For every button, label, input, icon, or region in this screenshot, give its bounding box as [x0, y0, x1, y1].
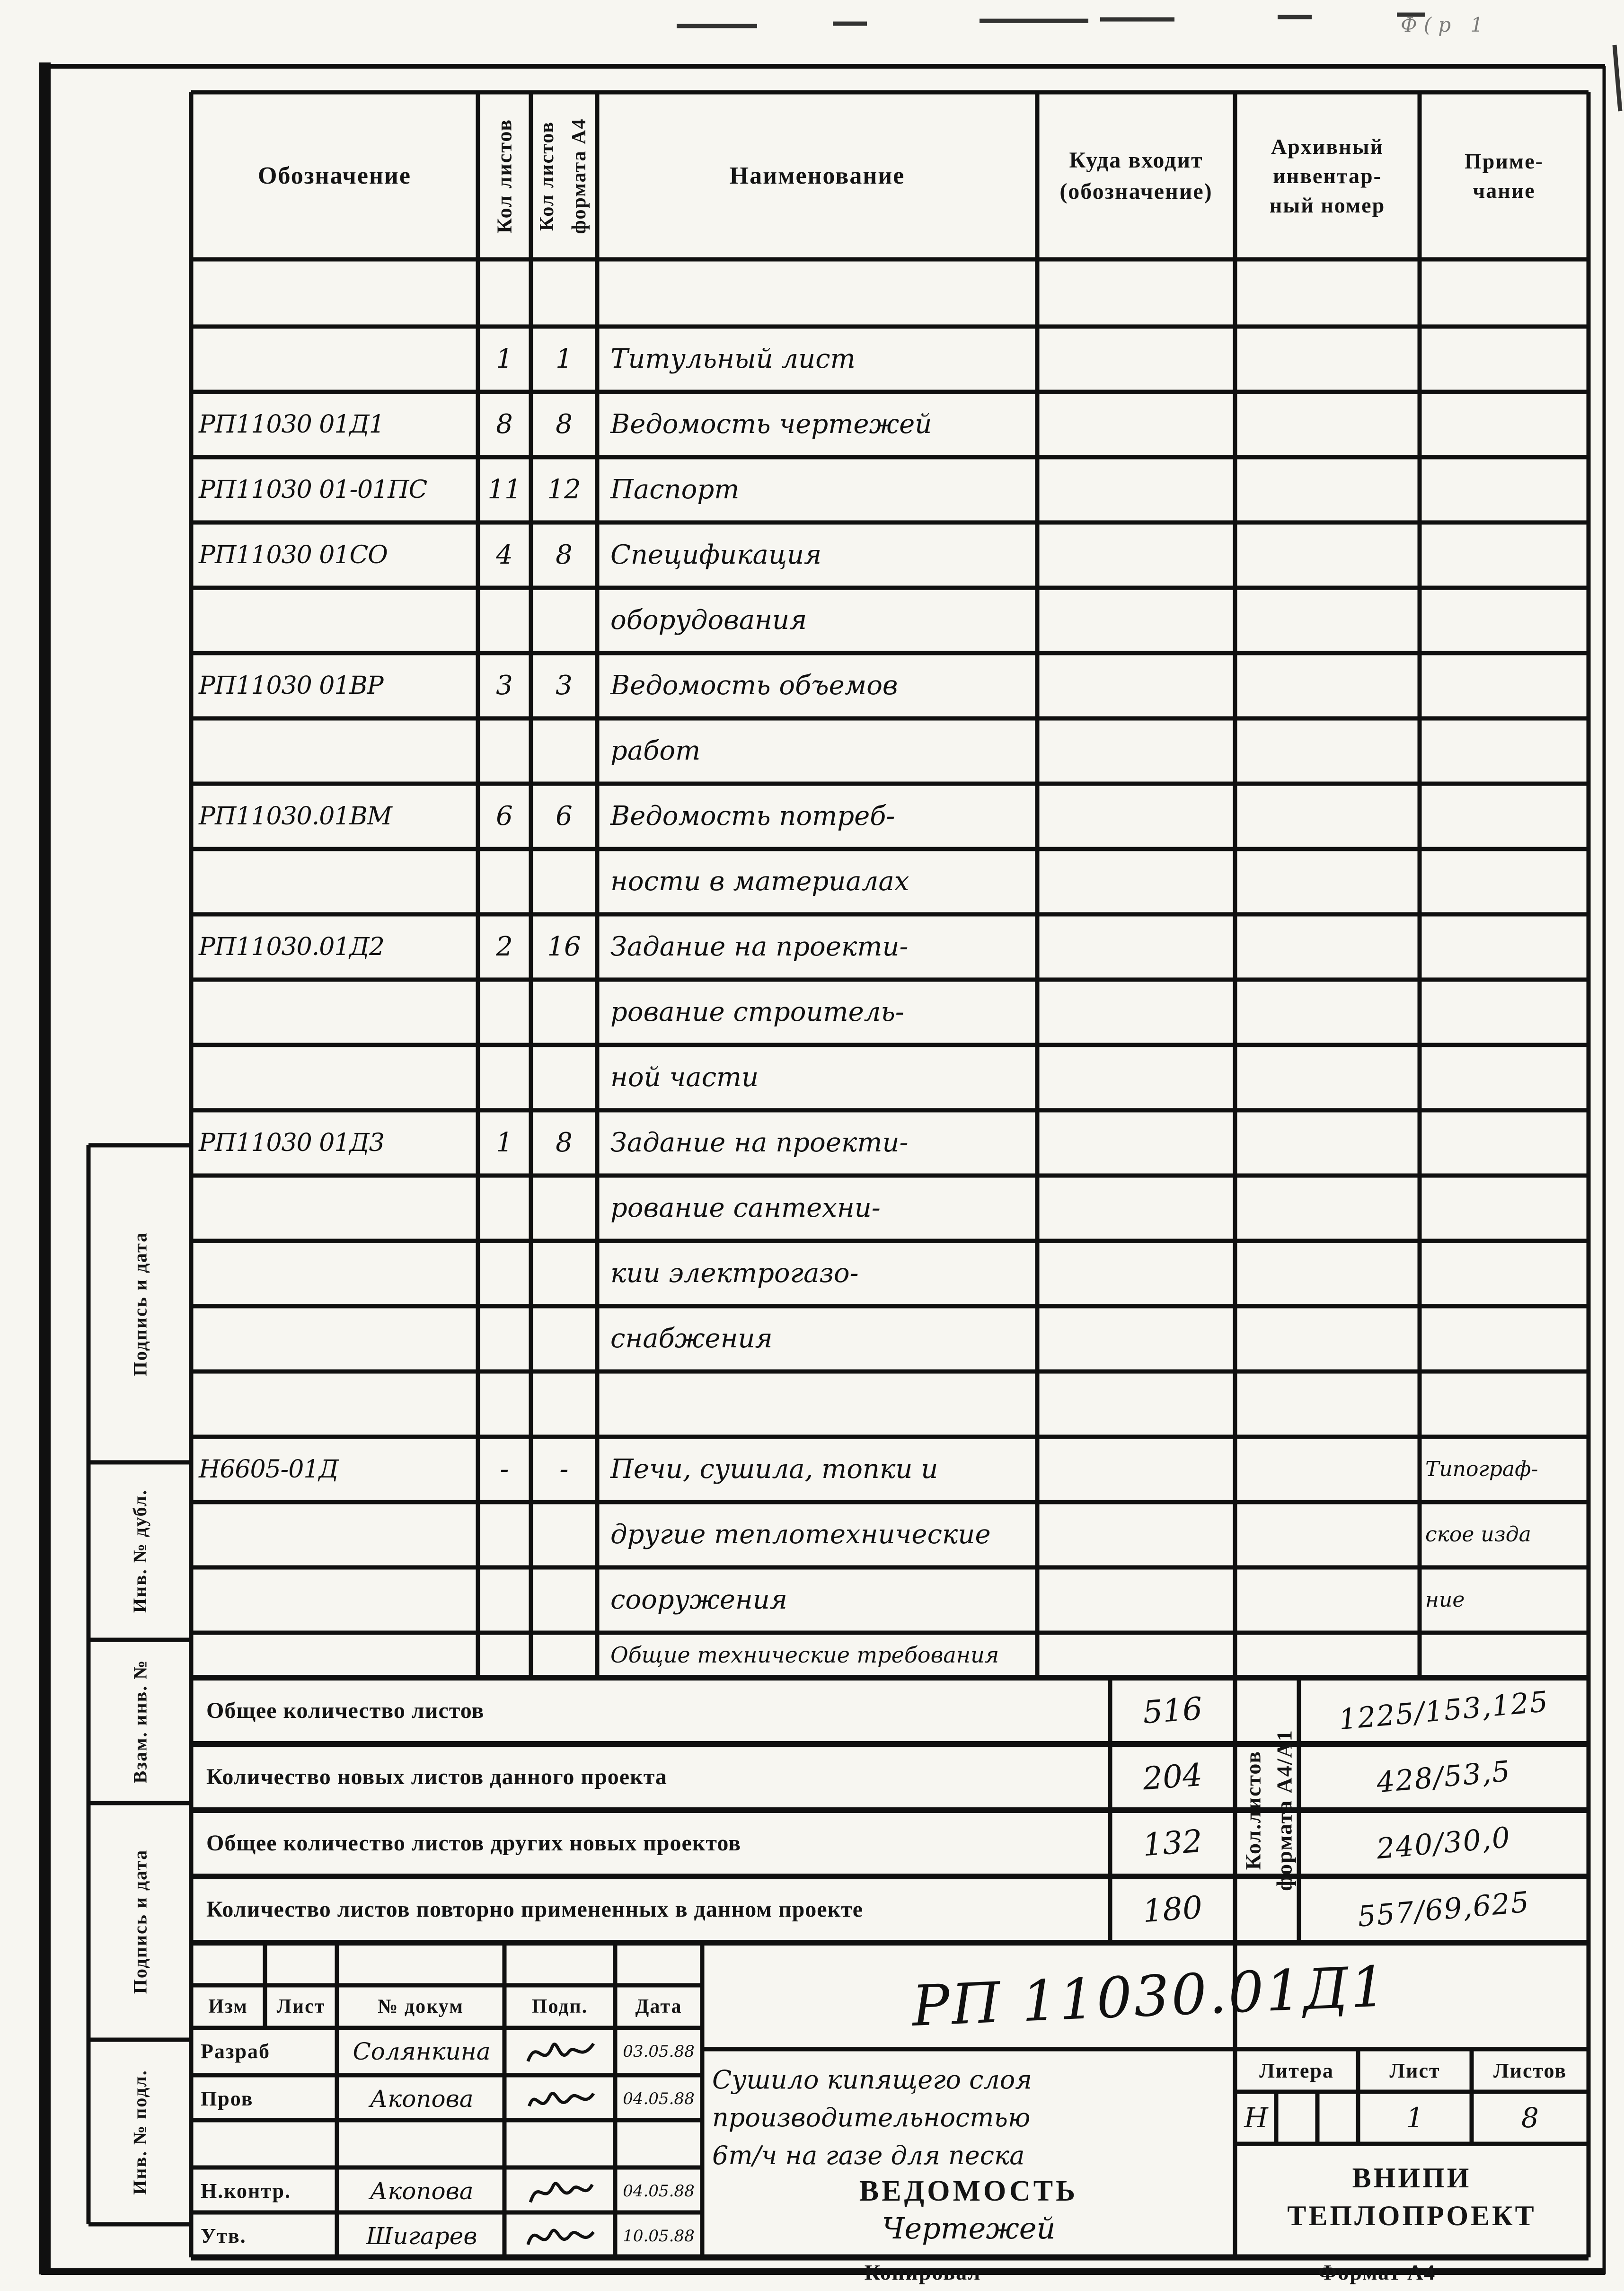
litera-label: Литера	[1259, 2059, 1334, 2082]
sheet-label: Лист	[1389, 2059, 1440, 2082]
signature-date: 03.05.88	[623, 2042, 695, 2061]
sidebar-box-vzam-inv	[88, 1640, 191, 1803]
table-row	[0, 1045, 1624, 1110]
signature-scribble	[511, 2034, 610, 2071]
table-row	[0, 1437, 1624, 1502]
summary-column-label-line2: формата А4/А1	[1272, 1729, 1297, 1891]
summary-row	[0, 1678, 1624, 1744]
archive-line1: Архивный	[1271, 134, 1384, 159]
column-header-name: Наименование	[729, 162, 905, 189]
format-label: Формат А4	[1318, 2260, 1436, 2284]
cell-note: ние	[1425, 1588, 1465, 1612]
titleblock-header-signature: Подп.	[531, 1996, 588, 2017]
column-header-where-used	[1037, 92, 1235, 259]
column-header-sheet-count-a4-line2: формата А4	[568, 118, 590, 234]
document-type-printed: ВЕДОМОСТЬ	[859, 2175, 1078, 2207]
titleblock-header-izm: Изм	[208, 1996, 248, 2017]
cell-name: Ведомость объемов	[610, 670, 898, 701]
where-used-line2: (обозначение)	[1059, 178, 1213, 204]
cell-sheet-count: 3	[496, 670, 513, 701]
summary-label: Общее количество листов	[206, 1698, 485, 1723]
cell-name: оборудования	[610, 605, 807, 636]
summary-value: 516	[1141, 1690, 1204, 1731]
table-row	[0, 914, 1624, 980]
table-row	[0, 1567, 1624, 1633]
sidebar-label: Инв. № подл.	[129, 2069, 150, 2195]
table-row	[0, 980, 1624, 1045]
cell-designation: РП11030 01ВР	[199, 672, 383, 700]
cell-note: Типограф-	[1425, 1457, 1538, 1481]
titleblock-header-docnum: № докум	[378, 1996, 464, 2017]
signature-date: 10.05.88	[623, 2227, 695, 2246]
table-row	[0, 849, 1624, 914]
column-header-designation: Обозначение	[258, 162, 411, 189]
cell-name: Общие технические требования	[610, 1642, 999, 1668]
role-label: Пров	[201, 2087, 254, 2110]
cell-sheet-count: 11	[487, 474, 521, 505]
signature-date: 04.05.88	[623, 2182, 695, 2201]
titleblock-header-list: Лист	[276, 1996, 326, 2017]
cell-name: сооружения	[610, 1584, 787, 1615]
signature-scribble	[511, 2173, 610, 2211]
table-row	[0, 1241, 1624, 1306]
column-header-sheet-count-a4-line1: Кол листов	[536, 121, 558, 231]
table-row	[0, 1176, 1624, 1241]
cell-name: снабжения	[610, 1323, 773, 1354]
where-used-line1: Куда входит	[1069, 147, 1203, 173]
cell-sheet-count-a4: 1	[556, 344, 573, 374]
cell-sheet-count-a4: 8	[556, 540, 573, 570]
sidebar-label: Подпись и дата	[129, 1231, 151, 1376]
summary-value: 132	[1141, 1822, 1204, 1864]
cell-name: Ведомость чертежей	[610, 409, 932, 440]
cell-designation: РП11030.01ВМ	[199, 802, 392, 831]
cell-name: Спецификация	[610, 540, 822, 570]
archive-line3: ный номер	[1269, 193, 1386, 217]
summary-column-label-line1: Кол.листов	[1241, 1750, 1265, 1870]
cell-designation: Н6605-01Д	[199, 1455, 338, 1484]
table-row	[0, 392, 1624, 457]
summary-label: Количество листов повторно примененных в данном проекте	[206, 1897, 864, 1922]
archive-line2: инвентар-	[1273, 163, 1382, 188]
litera-value: Н	[1244, 2102, 1268, 2134]
cell-sheet-count: 8	[496, 409, 513, 440]
summary-a4a1-value: 557/69,625	[1356, 1885, 1531, 1934]
cell-name: Печи, сушила, топки и	[610, 1454, 938, 1485]
signature-scribble	[511, 2218, 610, 2256]
document-title-line2: производительностью	[712, 2103, 1031, 2132]
document-number: РП 11030.01Д1	[910, 1953, 1389, 2039]
role-label: Н.контр.	[201, 2179, 291, 2203]
cell-designation: РП11030.01Д2	[199, 933, 384, 961]
role-label: Утв.	[201, 2224, 247, 2247]
cell-sheet-count: 4	[496, 540, 513, 570]
titleblock-row-checker	[0, 2075, 702, 2120]
summary-label: Общее количество листов других новых проектов	[206, 1831, 741, 1856]
summary-value: 204	[1141, 1756, 1204, 1797]
cell-name: ной части	[610, 1062, 759, 1093]
cell-sheet-count: 6	[496, 801, 513, 831]
table-row	[0, 1110, 1624, 1176]
table-row	[0, 327, 1624, 392]
cell-name: другие теплотехнические	[610, 1519, 991, 1550]
cell-name: Паспорт	[610, 474, 740, 505]
cell-sheet-count-a4: -	[559, 1454, 569, 1485]
organization-name-line2: ТЕПЛОПРОЕКТ	[1287, 2200, 1536, 2231]
cell-designation: РП11030 01Д3	[199, 1129, 384, 1157]
summary-a4a1-value: 1225/153,125	[1337, 1685, 1550, 1737]
note-line2: чание	[1473, 178, 1536, 203]
cell-sheet-count: 1	[496, 1127, 513, 1158]
cell-name: работ	[610, 735, 701, 766]
table-row	[0, 522, 1624, 588]
copied-by-label: Копировал	[864, 2260, 981, 2284]
note-line1: Приме-	[1465, 149, 1544, 173]
table-row	[0, 784, 1624, 849]
person-name: Акопова	[370, 2085, 474, 2113]
sheet-value: 1	[1406, 2102, 1424, 2134]
document-type-handwritten: Чертежей	[882, 2211, 1056, 2246]
cell-name: Задание на проекти-	[610, 1127, 909, 1158]
column-header-note	[1420, 92, 1589, 259]
person-name: Солянкина	[353, 2038, 491, 2065]
cell-sheet-count-a4: 8	[556, 409, 573, 440]
cell-name: ности в материалах	[610, 866, 909, 897]
titleblock-row-approver	[0, 2212, 702, 2257]
summary-a4a1-value: 240/30,0	[1375, 1821, 1512, 1866]
sheets-value: 8	[1521, 2102, 1539, 2134]
document-title-line1: Сушило кипящего слоя	[712, 2065, 1033, 2095]
cell-sheet-count-a4: 3	[556, 670, 573, 701]
summary-a4a1-value: 428/53,5	[1375, 1754, 1512, 1800]
cell-sheet-count-a4: 16	[547, 931, 581, 962]
sidebar-box-signature-date-lower	[88, 1803, 191, 2040]
summary-row	[0, 1744, 1624, 1810]
summary-row	[0, 1810, 1624, 1876]
cell-sheet-count-a4: 8	[556, 1127, 573, 1158]
person-name: Шигарев	[366, 2222, 477, 2250]
titleblock-row-developer	[0, 2028, 702, 2075]
cell-sheet-count-a4: 6	[556, 801, 573, 831]
summary-label: Количество новых листов данного проекта	[206, 1764, 667, 1789]
table-row	[0, 653, 1624, 718]
table-row	[0, 457, 1624, 522]
signature-scribble	[511, 2081, 610, 2119]
faint-form-mark: Ф(р 1	[1401, 13, 1490, 36]
cell-designation: РП11030 01СО	[199, 541, 388, 569]
cell-name: рование сантехни-	[610, 1193, 881, 1223]
cell-name: рование строитель-	[610, 997, 904, 1027]
sidebar-label: Инв. № дубл.	[129, 1489, 151, 1613]
role-label: Разраб	[201, 2040, 271, 2063]
person-name: Акопова	[370, 2177, 474, 2205]
summary-value: 180	[1141, 1889, 1204, 1930]
table-row	[0, 1371, 1624, 1437]
cell-sheet-count-a4: 12	[547, 474, 581, 505]
cell-designation: РП11030 01Д1	[199, 410, 384, 439]
table-row	[0, 588, 1624, 653]
sidebar-box-inv-dubl	[88, 1462, 191, 1640]
sidebar-label: Взам. инв. №	[129, 1659, 151, 1784]
signature-date: 04.05.88	[623, 2089, 695, 2108]
titleblock-row-norm-control	[0, 2167, 702, 2212]
table-row	[0, 718, 1624, 784]
cell-name: Титульный лист	[610, 344, 856, 374]
titleblock-header-date: Дата	[635, 1996, 682, 2017]
sidebar-box-signature-date-upper	[88, 1145, 191, 1462]
cell-sheet-count: 1	[496, 344, 513, 374]
column-header-sheet-count: Кол листов	[493, 118, 516, 234]
cell-sheet-count: -	[500, 1454, 509, 1485]
cell-name: Ведомость потреб-	[610, 801, 895, 831]
column-header-archive-number	[1235, 92, 1420, 259]
document-title-line3: 6т/ч на газе для песка	[712, 2141, 1025, 2170]
table-row	[0, 1633, 1624, 1678]
sidebar-label: Подпись и дата	[129, 1849, 151, 1994]
sheets-label: Листов	[1493, 2059, 1567, 2082]
cell-designation: РП11030 01-01ПС	[199, 476, 427, 504]
organization-name-line1: ВНИПИ	[1352, 2162, 1472, 2194]
table-row	[0, 1502, 1624, 1567]
cell-name: Задание на проекти-	[610, 931, 909, 962]
cell-note: ское изда	[1425, 1522, 1531, 1547]
cell-sheet-count: 2	[496, 931, 513, 962]
cell-name: кии электрогазо-	[610, 1258, 859, 1289]
table-row	[0, 1306, 1624, 1371]
